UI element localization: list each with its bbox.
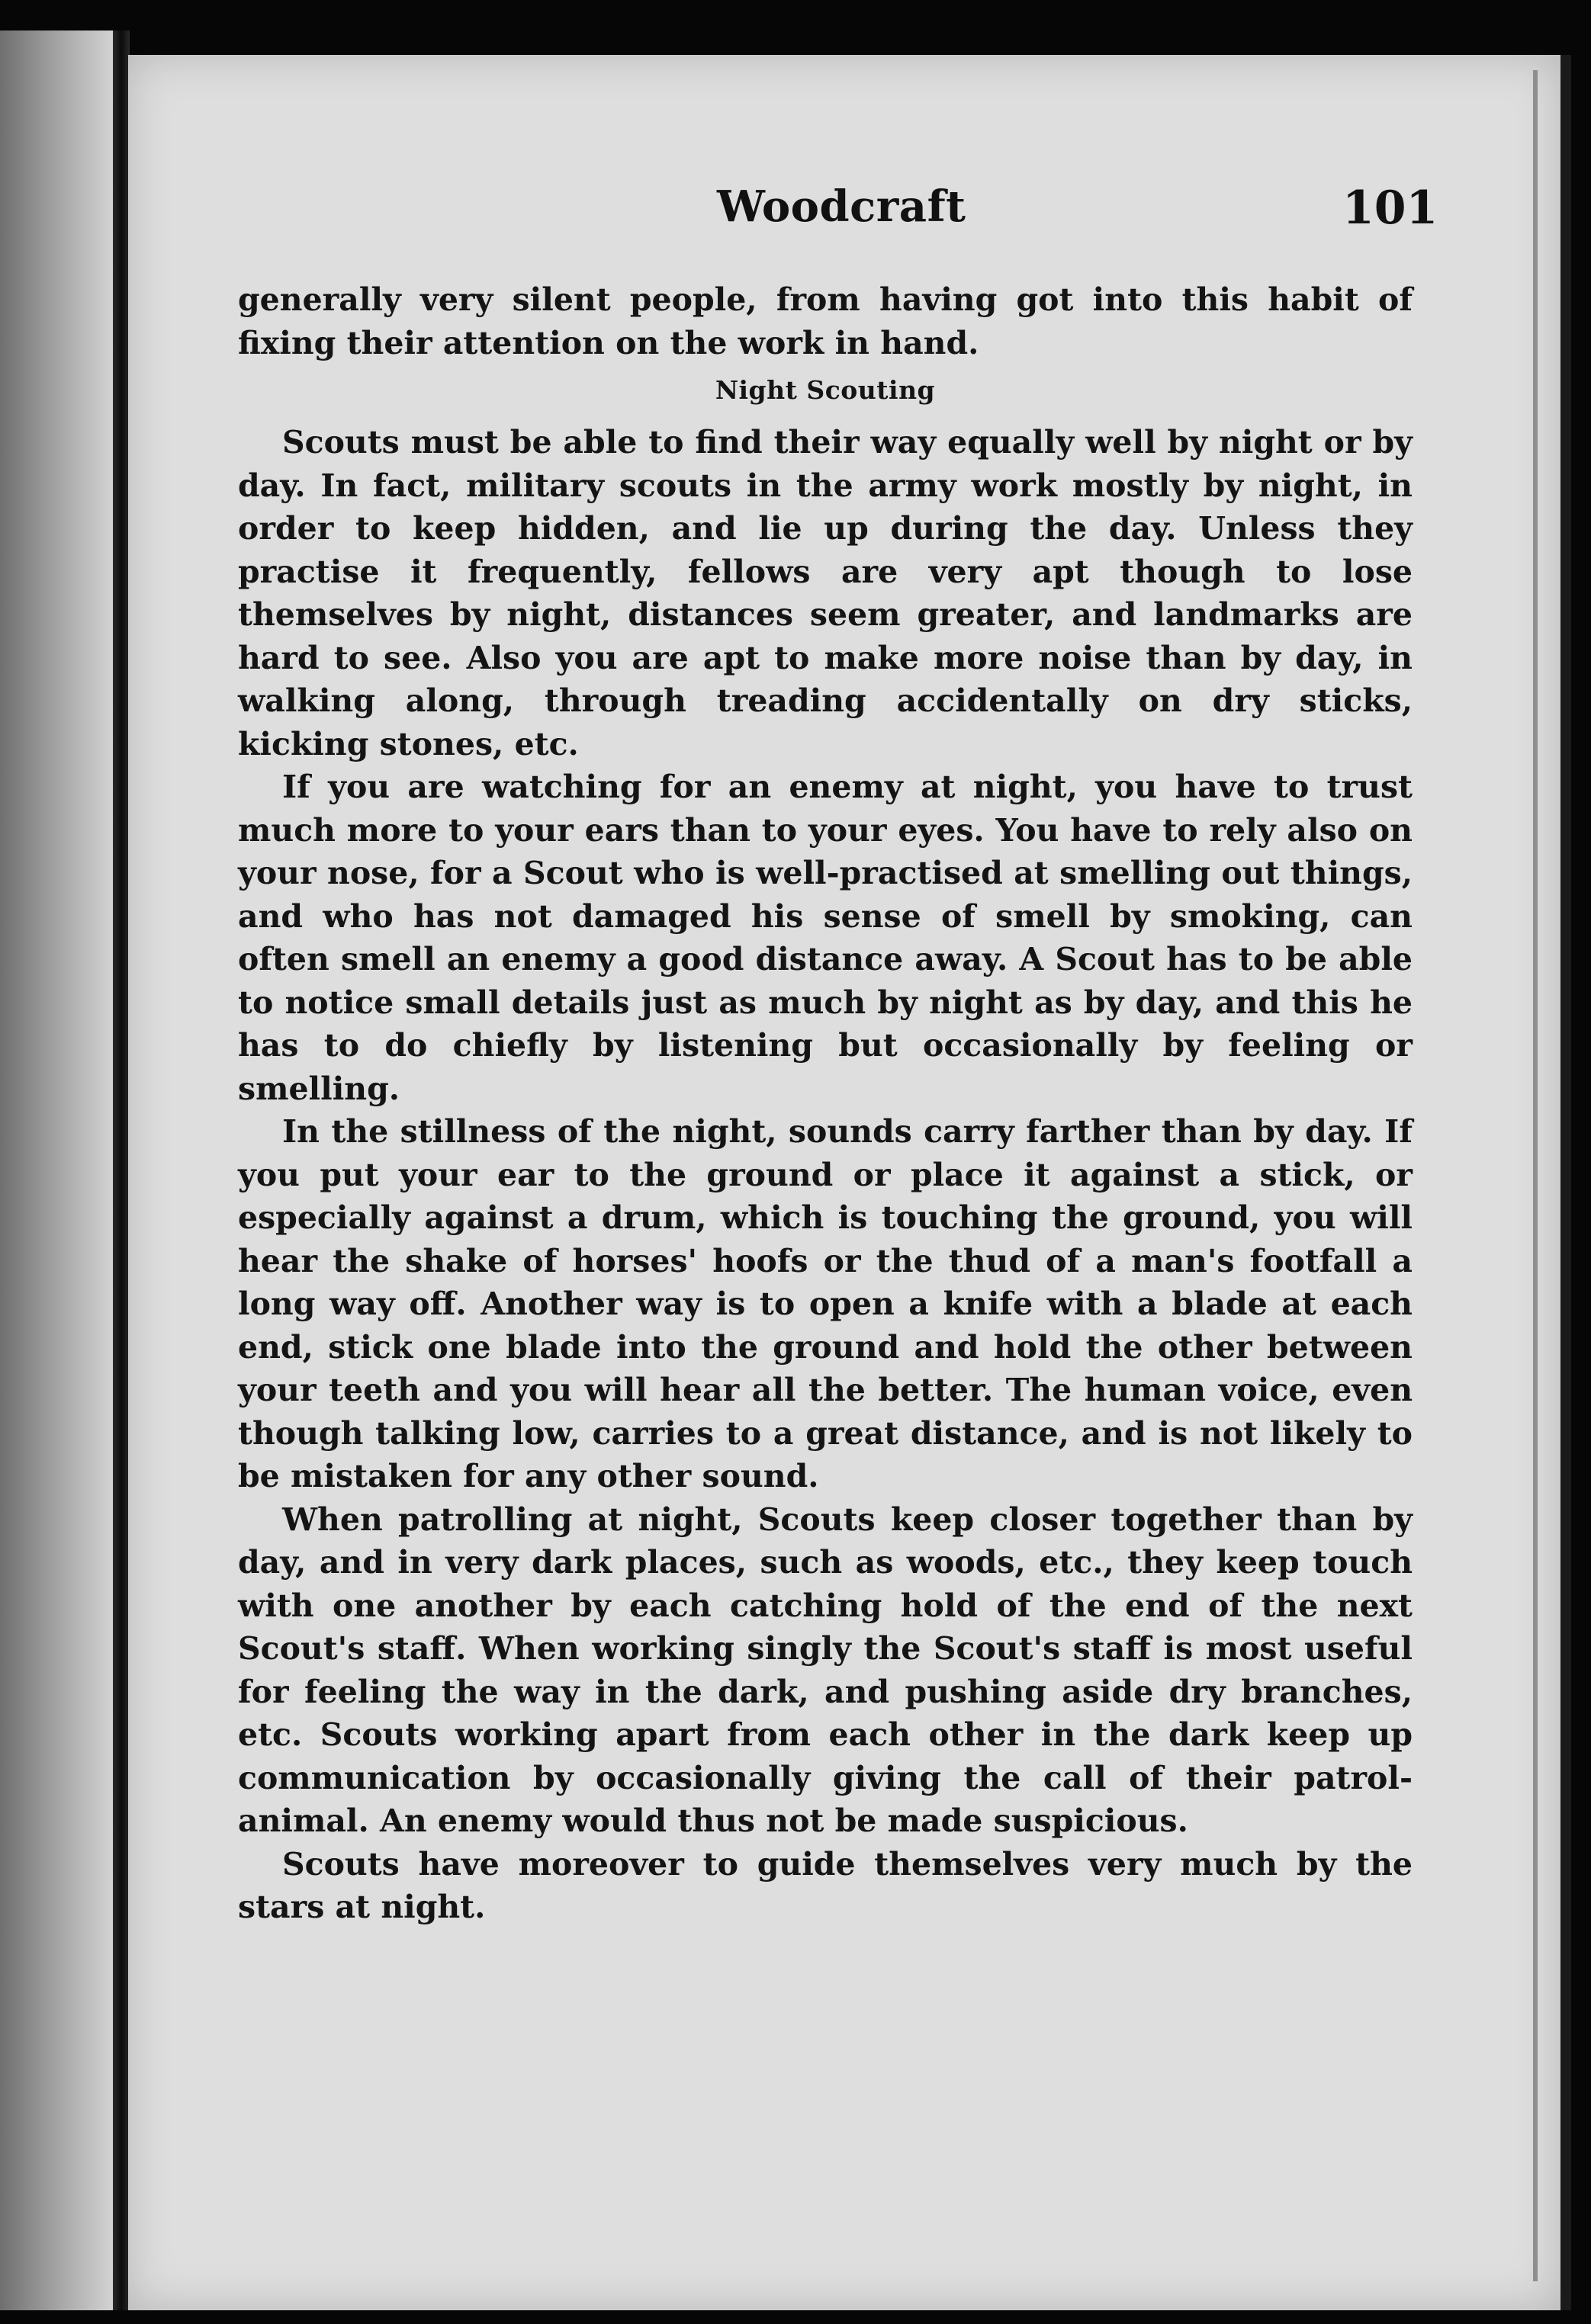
page-number: 101 <box>1342 181 1438 235</box>
previous-page-edge <box>0 30 114 2310</box>
section-heading: Night Scouting <box>715 375 936 405</box>
paragraph: When patrolling at night, Scouts keep closer together than by day, and in very dark places, such as woods, etc., they keep touch with one another by each catching hold of the end of the next Scout's staff. When working singly the Scout's staff is most useful for feeling the way in the dark, and pushing aside dry branches, etc. Scouts working apart from each other in the dark keep up communication by occasionally giving the call of their patrol-animal. An enemy would thus not be made suspicious. <box>238 1501 1413 1839</box>
continued-paragraph: generally very silent people, from having got into this habit of fixing their attention on the work in hand. <box>238 281 1413 361</box>
body-text <box>238 278 1413 1929</box>
paragraph: Scouts must be able to find their way equally well by night or by day. In fact, military scouts in the army work mostly by night, in order to keep hidden, and lie up during the day. Unless they practise it frequently, fellows are very apt though to lose themselves by night, distances seem greater, and landmarks are hard to see. Also you are apt to make more noise than by day, in walking along, through treading accidentally on dry sticks, kicking stones, etc. <box>238 424 1413 762</box>
paragraph: In the stillness of the night, sounds carry farther than by day. If you put your ear to the ground or place it against a stick, or especially against a drum, which is touching the ground, you will hear the shake of horses' hoofs or the thud of a man's footfall a long way off. Another way is to open a knife with a blade at each end, stick one blade into the ground and hold the other between your teeth and you will hear all the better. The human voice, even though talking low, carries to a great distance, and is not likely to be mistaken for any other sound. <box>238 1113 1413 1494</box>
paragraph: Scouts have moreover to guide themselves very much by the stars at night. <box>238 1845 1413 1925</box>
running-head: Woodcraft <box>717 181 966 232</box>
book-gutter <box>113 30 130 2310</box>
page-edge-line <box>1533 70 1538 2281</box>
paragraph: If you are watching for an enemy at night, you have to trust much more to your ears than to your eyes. You have to rely also on your nose, for a Scout who is well-practised at smelling out things, and who has not damaged his sense of smell by smoking, can often smell an enemy a good distance away. A Scout has to be able to notice small details just as much by night as by day, and this he has to do chiefly by listening but occasionally by feeling or smelling. <box>238 769 1413 1107</box>
